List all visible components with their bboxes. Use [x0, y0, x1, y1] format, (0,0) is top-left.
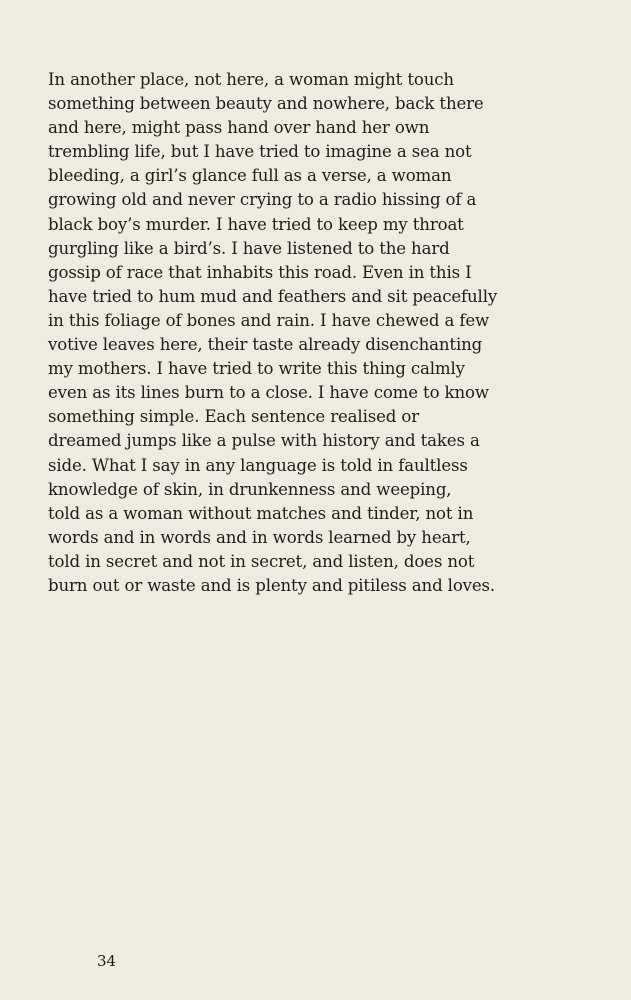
poem-line: trembling life, but I have tried to imagine a sea not: [48, 142, 472, 162]
poem-line: my mothers. I have tried to write this thing calmly: [48, 359, 465, 379]
poem-line: votive leaves here, their taste already disenchanting: [48, 335, 483, 355]
page-number: 34: [97, 952, 117, 970]
poem-line: gossip of race that inhabits this road. Even in this I: [48, 262, 472, 282]
poem-line: burn out or waste and is plenty and pitiless and loves.: [48, 575, 496, 595]
poem-line: something simple. Each sentence realised or: [48, 407, 419, 427]
poem-line: black boy’s murder. I have tried to keep my throat: [48, 214, 464, 234]
poem-line: knowledge of skin, in drunkenness and weeping,: [48, 479, 452, 499]
poem-line: growing old and never crying to a radio hissing of a: [48, 190, 477, 210]
poem-line: told as a woman without matches and tinder, not in: [48, 503, 474, 523]
poem-line: in this foliage of bones and rain. I have chewed a few: [48, 310, 490, 330]
poem-line: bleeding, a girl’s glance full as a verse, a woman: [48, 166, 452, 186]
poem-line: told in secret and not in secret, and listen, does not: [48, 551, 475, 571]
poem-line: side. What I say in any language is told in faultless: [48, 455, 468, 475]
poem-line: have tried to hum mud and feathers and sit peacefully: [48, 286, 498, 306]
poem-line: and here, might pass hand over hand her own: [48, 118, 430, 138]
poem-line: In another place, not here, a woman might touch: [48, 70, 454, 89]
poem-line: even as its lines burn to a close. I have come to know: [48, 383, 489, 403]
poem-line: words and in words and in words learned by heart,: [48, 527, 471, 547]
poem-line: dreamed jumps like a pulse with history and takes a: [48, 431, 480, 451]
poem-body: [48, 68, 608, 598]
poem-line: something between beauty and nowhere, back there: [48, 94, 484, 114]
poem-line: gurgling like a bird’s. I have listened to the hard: [48, 238, 450, 258]
